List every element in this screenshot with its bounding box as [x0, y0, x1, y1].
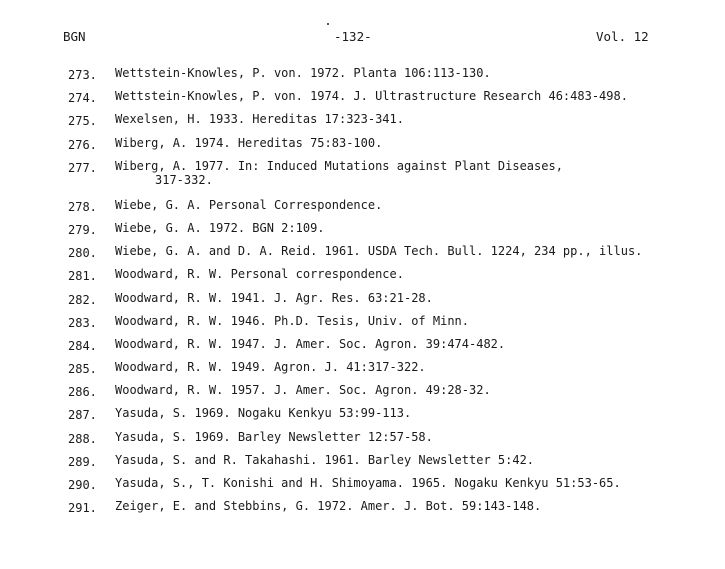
reference-entry [0, 159, 725, 198]
reference-number: 290. [68, 478, 97, 492]
reference-text: Wiberg, A. 1974. Hereditas 75:83-100. [115, 135, 383, 150]
reference-text: Wiebe, G. A. Personal Correspondence. [115, 197, 383, 212]
reference-entry [0, 267, 725, 290]
reference-text: Wiberg, A. 1977. In: Induced Mutations against Plant Diseases, [115, 158, 563, 173]
journal-abbrev: BGN [63, 29, 86, 44]
reference-number: 285. [68, 362, 97, 377]
reference-entry [0, 476, 725, 499]
reference-text: Wettstein-Knowles, P. von. 1972. Planta 106:113-130. [115, 66, 491, 80]
reference-entry [0, 244, 725, 267]
reference-number: 288. [68, 431, 97, 446]
reference-entry [0, 337, 725, 360]
reference-text: Zeiger, E. and Stebbins, G. 1972. Amer. J. Bot. 59:143-148. [115, 499, 542, 514]
reference-number: 286. [68, 385, 97, 400]
reference-list [0, 66, 725, 522]
reference-text: Yasuda, S. and R. Takahashi. 1961. Barley Newsletter 5:42. [115, 452, 535, 467]
reference-text: Yasuda, S. 1969. Barley Newsletter 12:57-58. [115, 429, 433, 444]
reference-text: Woodward, R. W. 1946. Ph.D. Tesis, Univ. of Minn. [115, 313, 470, 328]
reference-number: 289. [68, 454, 97, 469]
reference-text: Woodward, R. W. 1957. J. Amer. Soc. Agron. 49:28-32. [115, 383, 491, 398]
reference-number: 278. [68, 199, 97, 214]
reference-text: Woodward, R. W. 1949. Agron. J. 41:317-322. [115, 360, 426, 375]
reference-text: Woodward, R. W. 1941. J. Agr. Res. 63:21-28. [115, 290, 433, 305]
reference-entry [0, 112, 725, 135]
reference-number: 283. [68, 315, 97, 330]
reference-number: 273. [68, 68, 97, 82]
reference-number: 287. [68, 408, 97, 423]
reference-number: 291. [68, 501, 97, 516]
reference-text: Wettstein-Knowles, P. von. 1974. J. Ultrastructure Research 46:483-498. [115, 89, 628, 104]
reference-number: 276. [68, 137, 97, 152]
reference-text: Woodward, R. W. 1947. J. Amer. Soc. Agron. 39:474-482. [115, 336, 506, 351]
reference-number: 280. [68, 246, 97, 261]
reference-entry [0, 406, 725, 429]
reference-number: 282. [68, 292, 97, 307]
reference-number: 275. [68, 114, 97, 129]
reference-text: Yasuda, S. 1969. Nogaku Kenkyu 53:99-113. [115, 406, 412, 421]
reference-number: 277. [68, 160, 97, 175]
reference-entry [0, 198, 725, 221]
reference-text: Wiebe, G. A. 1972. BGN 2:109. [115, 220, 325, 235]
reference-text: Wexelsen, H. 1933. Hereditas 17:323-341. [115, 112, 404, 127]
reference-entry [0, 383, 725, 406]
reference-entry [0, 314, 725, 337]
reference-number: 284. [68, 338, 97, 353]
reference-entry [0, 89, 725, 112]
reference-entry [0, 221, 725, 244]
reference-text: Yasuda, S., T. Konishi and H. Shimoyama. 1965. Nogaku Kenkyu 51:53-65. [115, 476, 621, 490]
reference-entry [0, 453, 725, 476]
reference-entry [0, 499, 725, 522]
reference-entry [0, 360, 725, 383]
page-number: -132- [334, 29, 372, 44]
reference-text: Woodward, R. W. Personal correspondence. [115, 267, 404, 282]
scan-speck [327, 23, 329, 25]
reference-text-continuation: 317-332. [155, 172, 213, 187]
reference-number: 281. [68, 269, 97, 284]
reference-text: Wiebe, G. A. and D. A. Reid. 1961. USDA Tech. Bull. 1224, 234 pp., illus. [115, 244, 643, 259]
reference-number: 279. [68, 222, 97, 237]
reference-number: 274. [68, 91, 97, 106]
reference-entry [0, 291, 725, 314]
volume-label: Vol. 12 [596, 29, 649, 44]
page-header [0, 29, 725, 47]
reference-entry [0, 66, 725, 89]
reference-entry [0, 430, 725, 453]
reference-entry [0, 136, 725, 159]
